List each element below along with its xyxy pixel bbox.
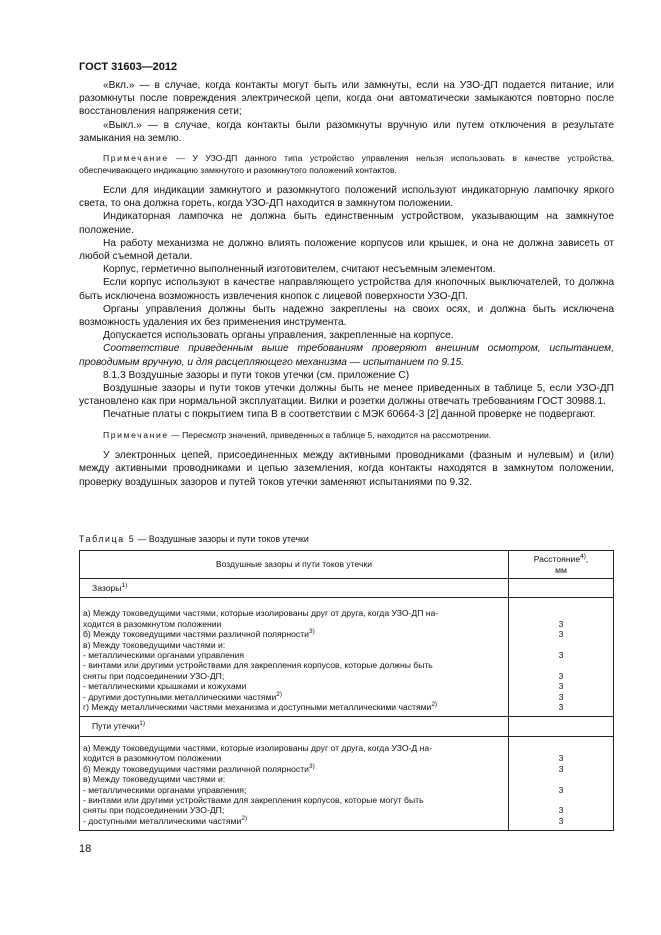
table-line-value: 3 [558,805,564,816]
note-1-text: — У УЗО-ДП данного типа устройство управления нельзя использовать в качестве устройства, обеспечивающего индикацию замкнутого и разомкнутого положений контактов. [79,153,614,175]
footnote-ref: 2) [431,701,438,709]
section-clearances-empty [509,579,614,598]
paragraph-controls-fixed: Органы управления должны быть надежно закреплены на своих осях, и должна быть исключена возможность удаления их без применения инструмента. [79,303,614,329]
section-creepage-empty [509,717,614,736]
table-line-text: - металлическими органами управления; [83,784,247,795]
table-line-text: в) Между токоведущими частями и: [83,774,226,785]
table-line-text: ходится в разомкнутом положении [83,753,222,764]
footnote-ref: 3) [308,762,315,770]
section-clearances-label: Зазоры$^{1)}$ [80,579,509,598]
document-body [79,79,614,489]
table-line-text: - металлическими крышками и кожухами [83,681,247,692]
paragraph-mechanism: На работу механизма не должно влиять положение корпусов или крышек, и она не должна зависеть от любой съемной детали. [79,237,614,263]
paragraph-lamp-not-only: Индикаторная лампочка не должна быть единственным устройством, указывающим на замкнутое положение. [79,211,614,236]
table-line-text: б) Между токоведущими частями различной полярности$^{3)}$ [83,762,315,774]
footnote-ref: 3) [308,628,315,636]
creepage-text-cell [80,736,509,830]
table-line-value: 3 [558,618,564,629]
col2-header-text: Расстояние [533,554,581,565]
table-line-text: а) Между токоведущими частями, которые изолированы друг от друга, когда УЗО-ДП на- [83,608,439,619]
paragraph-off-state: «Выкл.» — в случае, когда контакты были разомкнуты вручную или путем отключения в результате замыкания на землю. [79,119,614,144]
footnote-ref: 2) [276,690,283,698]
table-line-value: 3 [558,650,564,661]
table-line-value [512,608,610,618]
note-1-label: Примечание [103,153,169,164]
table-line-value [512,743,610,753]
table-caption-label: Таблица 5 [79,534,136,544]
document-header: ГОСТ 31603—2012 [79,61,178,73]
note-1 [79,153,614,176]
table-caption-text: — Воздушные зазоры и пути токов утечки [135,534,309,544]
note-2 [79,430,614,442]
paragraph-housing: Корпус, герметично выполненный изготовителем, считают несъемным элементом. [103,264,496,276]
table-line-value [512,795,610,805]
table-col1-header: Воздушные зазоры и пути токов утечки [80,551,509,579]
table-line-text: - винтами или другими устройствами для закрепления корпусов, которые могут быть [83,794,424,805]
paragraph-on-state: «Вкл.» — в случае, когда контакты могут быть или замкнуты, если на УЗО-ДП подается питание, или разомкнуты после повреждения электрической цепи, когда они автоматически замыкаются повторно после восстановления напряжения сети; [79,80,614,118]
col2-header-sup: 4) [580,553,586,561]
clearances-text-cell [80,598,509,717]
table-line-value [512,640,610,650]
table-line-value: 3 [558,753,564,764]
section-creepage-label: Пути утечки$^{1)}$ [80,717,509,736]
note-2-label: Примечание [103,429,169,440]
paragraph-printed-boards: Печатные платы с покрытием типа В в соответствии с МЭК 60664-3 [2] данной проверке не подвергают. [103,409,596,421]
table-line-text: б) Между токоведущими частями различной полярности$^{3)}$ [83,628,315,640]
creepage-values-cell [509,736,614,830]
table-line-value: 3 [558,702,564,713]
table-line-value: 3 [558,691,564,702]
footnote-ref: 2) [241,814,248,822]
creepage-body-row [80,736,614,830]
paragraph-indicator-lamp: Если для индикации замкнутого и разомкнутого положений используют индикаторную лампочку яркого света, то она должна гореть, когда УЗО-ДП находится в замкнутом положении. [79,185,614,210]
section-row-clearances [80,579,614,598]
table-line-text: - другими доступными металлическими частями$^{2)}$ [83,690,283,702]
note-2-text: — Пересмотр значений, приведенных в таблице 5, находится на рассмотрении. [168,429,492,440]
clearance-table [79,550,614,831]
table-line-value: 3 [558,815,564,826]
table-caption [79,534,309,544]
section-row-creepage [80,717,614,736]
table-line-value: 3 [558,670,564,681]
table-line-text: - металлическими органами управления [83,650,245,661]
paragraph-controls-on-housing: Допускается использовать органы управления, закрепленные на корпусе. [103,330,454,342]
table-line-value: 3 [558,629,564,640]
page-number: 18 [79,843,92,855]
paragraph-clearances: Воздушные зазоры и пути токов утечки должны быть не менее приведенных в таблице 5, если УЗО-ДП установлено как при нормальной эксплуатации. Вилки и розетки должны отвечать требованиям ГОСТ 30988.1. [79,383,614,408]
table-line-text: а) Между токоведущими частями, которые изолированы друг от друга, когда УЗО-Д на- [83,742,432,753]
table-line-value [512,774,610,784]
table-header-row [80,551,614,579]
table-line-text: - винтами или другими устройствами для закрепления корпусов, которые должны быть [83,660,433,671]
table-line-value: 3 [558,681,564,692]
table-line-text: г) Между металлическими частями механизма и доступными металлическими частями$^{2)}$ [83,701,438,713]
table-col2-header [509,551,614,579]
table-line-value: 3 [558,784,564,795]
table-line-value: 3 [558,763,564,774]
table-line-text: сняты при подсоединении УЗО-ДП; [83,670,225,681]
section-clearances-sup: 1) [121,582,128,590]
clearances-values-cell [509,598,614,717]
clearances-body-row [80,598,614,717]
table-line-value [512,660,610,670]
col2-header-tail: , [585,554,589,565]
col2-unit: мм [555,564,567,575]
paragraph-compliance: Соответствие приведенным выше требованиям проверяют внешним осмотром, испытанием, проводимым вручную, и для расцепляющего механизма — испытанием по 9.15. [79,343,614,368]
paragraph-electronic-circuits: У электронных цепей, присоединенных между активными проводниками (фазным и нулевым) и (или) между активными проводниками и цепью заземления, когда контакты находятся в замкнутом положении, проверку воздушных зазоров и путей токов утечки заменяют испытаниями по 9.32. [79,450,614,488]
table-line-text: в) Между токоведущими частями и: [83,639,226,650]
table-line-text: сняты при подсоединении УЗО-ДП; [83,805,225,816]
section-heading-8-1-3: 8.1.3 Воздушные зазоры и пути токов утечки (см. приложение С) [103,369,410,381]
paragraph-housing-guide: Если корпус используют в качестве направляющего устройства для кнопочных выключателей, то должна быть исключена возможность извлечения кнопок с лицевой поверхности УЗО-ДП. [79,277,614,302]
section-creepage-sup: 1) [139,720,146,728]
table-line-text: ходится в разомкнутом положении [83,618,222,629]
table-line-text: - доступными металлическими частями$^{2)}$ [83,814,248,826]
